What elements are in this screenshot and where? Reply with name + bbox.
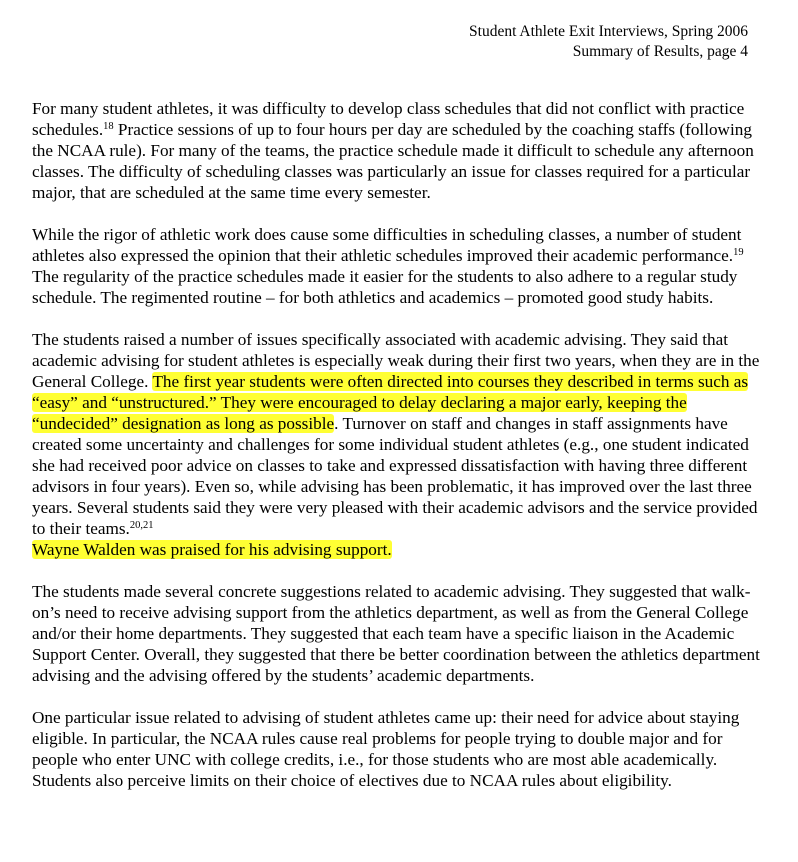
paragraph-text: The students made several concrete suggestions related to academic advising. They suggested that walk-on’s need to receive advising support from the athletics department, as well as from the General College and/or their home departments. They suggested that each team have a specific liaison in the Academic Support Center. Overall, they suggested that there be better coordination between the athletics department advising and the advising offered by the students’ academic departments. bbox=[32, 582, 760, 685]
paragraph-text: . Turnover on staff and changes in staff assignments have created some uncertainty and challenges for some individual student athletes (e.g., one student indicated she had received poor advice on classes to take and expressed dissatisfaction with having three different advisors in four years). Even so, while advising has been problematic, it has improved over the last three years. Several students said they were very pleased with their academic advisors and the service provided to their teams. bbox=[32, 414, 758, 538]
header-page-number: Summary of Results, page 4 bbox=[572, 43, 748, 60]
paragraph-advising bbox=[32, 329, 762, 560]
highlighted-text: The first year students were often directed into courses they described in terms such as “easy” and “unstructured.” They were encouraged to delay declaring a major early, keeping the “undecided” designation as long as possible bbox=[32, 372, 749, 433]
page-header bbox=[469, 22, 748, 62]
paragraph-text: One particular issue related to advising of student athletes came up: their need for advice about staying eligible. In particular, the NCAA rules cause real problems for people trying to double major and for people who enter UNC with college credits, i.e., for those students who are most able academically. Students also perceive limits on their choice of electives due to NCAA rules about eligibility. bbox=[32, 708, 740, 790]
paragraph-scheduling bbox=[32, 98, 762, 203]
footnote-ref-19: 19 bbox=[733, 247, 744, 258]
document-body bbox=[32, 98, 762, 812]
paragraph-text: While the rigor of athletic work does cause some difficulties in scheduling classes, a number of student athletes also expressed the opinion that their athletic schedules improved their academic performance. bbox=[32, 225, 742, 265]
paragraph-suggestions bbox=[32, 581, 762, 686]
paragraph-text: The regularity of the practice schedules made it easier for the students to also adhere to a regular study schedule. The regimented routine – for both athletics and academics – promoted good study habits. bbox=[32, 267, 738, 307]
paragraph-performance bbox=[32, 224, 762, 308]
paragraph-text: Practice sessions of up to four hours per day are scheduled by the coaching staffs (following the NCAA rule). For many of the teams, the practice schedule made it difficult to schedule any afternoon classes. The difficulty of scheduling classes was particularly an issue for classes required for a particular major, that are scheduled at the same time every semester. bbox=[32, 120, 754, 202]
highlighted-text: Wayne Walden was praised for his advising support. bbox=[32, 540, 392, 559]
paragraph-text: The students raised a number of issues specifically associated with academic advising. They said that academic advising for student athletes is especially weak during their first two years, when they are in the General College. bbox=[32, 330, 760, 391]
paragraph-eligibility bbox=[32, 707, 762, 791]
header-title: Student Athlete Exit Interviews, Spring 2006 bbox=[469, 23, 748, 40]
footnote-ref-18: 18 bbox=[103, 121, 114, 132]
paragraph-text: For many student athletes, it was difficulty to develop class schedules that did not conflict with practice schedules. bbox=[32, 99, 745, 139]
footnote-ref-20-21: 20,21 bbox=[129, 520, 154, 531]
